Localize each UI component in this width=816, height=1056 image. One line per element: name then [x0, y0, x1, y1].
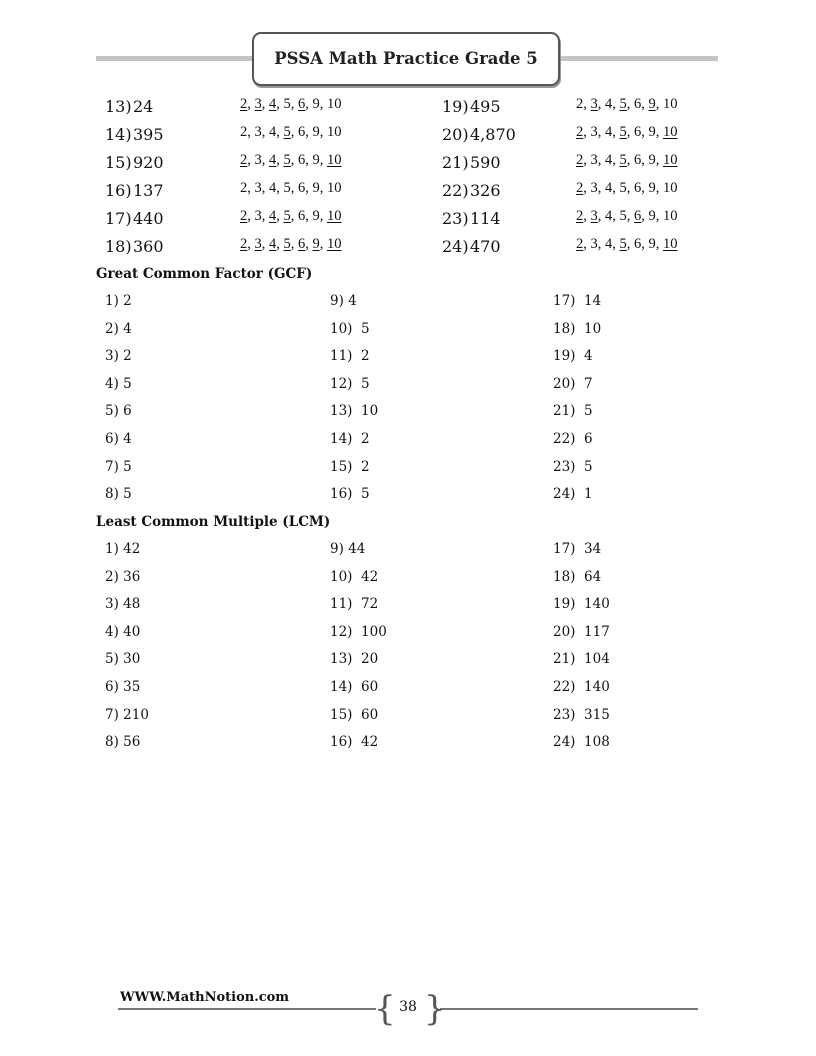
divisor-underlined: 10: [327, 236, 342, 252]
separator: ,: [290, 208, 298, 224]
gcf-answer: 11) 2: [330, 348, 370, 365]
divisor: 6: [634, 180, 642, 196]
separator: ,: [319, 124, 327, 140]
item-number: 17): [105, 209, 132, 228]
divisor-list: [240, 236, 342, 253]
gcf-section-title: Great Common Factor (GCF): [96, 266, 313, 282]
divisor: 5: [283, 180, 291, 196]
divisor-underlined: 3: [254, 96, 262, 112]
lcm-answer: 22) 140: [553, 679, 610, 695]
divisor: 9: [648, 152, 656, 168]
divisor: 5: [619, 208, 627, 224]
divisor-list: [240, 208, 342, 225]
divisor: 9: [648, 124, 656, 140]
separator: ,: [612, 180, 620, 196]
lcm-answer: 2) 36: [105, 568, 141, 585]
divisor-list: [576, 208, 678, 225]
header-title-box: [252, 32, 560, 86]
separator: ,: [319, 236, 327, 252]
separator: ,: [276, 208, 284, 224]
divisor-underlined: 6: [298, 96, 306, 112]
separator: ,: [612, 208, 620, 224]
gcf-answer: 18) 10: [553, 320, 602, 337]
divisor: 4: [605, 236, 613, 252]
lcm-answer: 15) 60: [330, 706, 379, 723]
separator: ,: [583, 236, 591, 252]
separator: ,: [597, 236, 605, 252]
divisor-underlined: 2: [240, 208, 248, 224]
item-value: 326: [470, 181, 501, 200]
divisor-underlined: 2: [576, 208, 584, 224]
divisor: 10: [663, 96, 678, 112]
separator: ,: [276, 152, 284, 168]
divisor-list: [576, 152, 678, 169]
separator: ,: [641, 208, 649, 224]
divisor-list: [576, 180, 678, 197]
divisor: 4: [605, 180, 613, 196]
separator: ,: [612, 96, 620, 112]
item-value: 137: [133, 181, 164, 200]
divisor-underlined: 10: [327, 208, 342, 224]
divisor-underlined: 5: [283, 236, 291, 252]
footer-rule-right: [440, 1008, 698, 1010]
separator: ,: [261, 152, 269, 168]
divisor: 3: [590, 124, 598, 140]
gcf-answer: 15) 2: [330, 458, 370, 475]
divisor-underlined: 10: [663, 152, 678, 168]
item-number: 24): [442, 237, 469, 256]
divisor: 5: [619, 180, 627, 196]
lcm-answer: 24) 108: [553, 734, 610, 751]
separator: ,: [261, 236, 269, 252]
divisor-underlined: 2: [576, 152, 584, 168]
divisor: 6: [634, 96, 642, 112]
gcf-answer: 9) 4: [330, 293, 357, 309]
lcm-answer: 3) 48: [105, 596, 141, 613]
gcf-answer: 20) 7: [553, 375, 593, 392]
separator: ,: [597, 152, 605, 168]
divisor-underlined: 9: [648, 96, 656, 112]
separator: ,: [247, 236, 255, 252]
divisor-list: [240, 152, 342, 169]
lcm-answer: 17) 34: [553, 541, 602, 557]
divisor: 10: [327, 180, 342, 196]
item-number: 14): [105, 125, 132, 144]
separator: ,: [305, 124, 313, 140]
footer-rule-left: [118, 1008, 376, 1010]
divisor: 9: [648, 180, 656, 196]
divisor-underlined: 6: [298, 236, 306, 252]
separator: ,: [276, 96, 284, 112]
divisor-underlined: 2: [576, 236, 584, 252]
separator: ,: [261, 180, 269, 196]
divisor: 3: [590, 180, 598, 196]
divisor-underlined: 5: [619, 96, 627, 112]
divisor: 3: [254, 152, 262, 168]
separator: ,: [626, 180, 634, 196]
divisor-underlined: 4: [269, 152, 277, 168]
separator: ,: [583, 208, 591, 224]
separator: ,: [247, 96, 255, 112]
separator: ,: [305, 180, 313, 196]
gcf-answer: 6) 4: [105, 431, 132, 447]
lcm-answer: 13) 20: [330, 651, 379, 668]
divisor: 4: [269, 124, 277, 140]
divisor: 3: [254, 124, 262, 140]
divisor-list: [240, 180, 342, 197]
separator: ,: [612, 236, 620, 252]
gcf-answer: 1) 2: [105, 293, 132, 309]
gcf-answer: 16) 5: [330, 486, 370, 503]
divisor: 9: [648, 236, 656, 252]
divisor: 3: [590, 236, 598, 252]
lcm-answer: 8) 56: [105, 734, 141, 751]
divisor-list: [576, 96, 678, 113]
separator: ,: [641, 96, 649, 112]
gcf-answer: 13) 10: [330, 403, 379, 420]
divisor: 4: [605, 124, 613, 140]
item-value: 114: [470, 209, 501, 228]
divisor: 10: [327, 124, 342, 140]
page-number: 38: [399, 999, 417, 1015]
separator: ,: [247, 124, 255, 140]
gcf-answer: 8) 5: [105, 486, 132, 503]
lcm-answer: 11) 72: [330, 596, 379, 613]
divisor: 9: [312, 180, 320, 196]
item-value: 920: [133, 153, 164, 172]
divisor: 2: [240, 180, 248, 196]
separator: ,: [319, 96, 327, 112]
divisor-underlined: 4: [269, 96, 277, 112]
separator: ,: [247, 152, 255, 168]
divisor-underlined: 10: [663, 236, 678, 252]
separator: ,: [655, 96, 663, 112]
separator: ,: [626, 124, 634, 140]
separator: ,: [305, 208, 313, 224]
item-value: 440: [133, 209, 164, 228]
item-number: 18): [105, 237, 132, 256]
divisor: 9: [312, 152, 320, 168]
divisor: 9: [312, 96, 320, 112]
separator: ,: [305, 152, 313, 168]
gcf-answer: 19) 4: [553, 348, 593, 365]
separator: ,: [641, 236, 649, 252]
divisor: 2: [576, 96, 584, 112]
divisor-underlined: 5: [283, 124, 291, 140]
separator: ,: [583, 152, 591, 168]
divisor-list: [576, 236, 678, 253]
separator: ,: [612, 124, 620, 140]
lcm-section-title: Least Common Multiple (LCM): [96, 514, 331, 530]
item-number: 13): [105, 97, 132, 116]
divisor: 10: [663, 180, 678, 196]
divisor-list: [240, 96, 342, 113]
separator: ,: [597, 208, 605, 224]
lcm-answer: 14) 60: [330, 679, 379, 695]
divisor-underlined: 2: [240, 236, 248, 252]
separator: ,: [626, 236, 634, 252]
separator: ,: [641, 124, 649, 140]
item-number: 16): [105, 181, 132, 200]
separator: ,: [655, 124, 663, 140]
item-value: 495: [470, 97, 501, 116]
separator: ,: [583, 180, 591, 196]
separator: ,: [583, 96, 591, 112]
item-value: 360: [133, 237, 164, 256]
lcm-answer: 18) 64: [553, 568, 602, 585]
divisor: 6: [634, 236, 642, 252]
gcf-answer: 2) 4: [105, 320, 132, 337]
separator: ,: [290, 96, 298, 112]
separator: ,: [261, 96, 269, 112]
divisor-underlined: 5: [283, 208, 291, 224]
item-value: 470: [470, 237, 501, 256]
divisor-list: [240, 124, 342, 141]
separator: ,: [655, 208, 663, 224]
lcm-answer: 12) 100: [330, 623, 387, 640]
page-number-brace-right: }: [424, 989, 446, 1029]
divisor-underlined: 3: [254, 236, 262, 252]
separator: ,: [261, 124, 269, 140]
separator: ,: [626, 96, 634, 112]
divisor: 10: [327, 96, 342, 112]
separator: ,: [305, 96, 313, 112]
separator: ,: [290, 180, 298, 196]
lcm-answer: 5) 30: [105, 651, 141, 668]
divisor: 6: [298, 124, 306, 140]
divisor: 10: [663, 208, 678, 224]
divisor: 4: [605, 208, 613, 224]
separator: ,: [655, 180, 663, 196]
divisor-underlined: 10: [663, 124, 678, 140]
divisor-underlined: 2: [240, 96, 248, 112]
lcm-answer: 21) 104: [553, 651, 610, 668]
page-title: PSSA Math Practice Grade 5: [274, 49, 538, 68]
separator: ,: [319, 152, 327, 168]
divisor: 6: [634, 152, 642, 168]
gcf-answer: 12) 5: [330, 375, 370, 392]
divisor: 9: [648, 208, 656, 224]
divisor-underlined: 2: [576, 124, 584, 140]
separator: ,: [641, 180, 649, 196]
item-value: 395: [133, 125, 164, 144]
lcm-answer: 9) 44: [330, 541, 366, 557]
separator: ,: [626, 208, 634, 224]
divisor-underlined: 5: [619, 152, 627, 168]
separator: ,: [597, 124, 605, 140]
lcm-answer: 4) 40: [105, 623, 141, 640]
divisor: 3: [254, 208, 262, 224]
footer-website: WWW.MathNotion.com: [120, 990, 290, 1005]
gcf-answer: 10) 5: [330, 320, 370, 337]
divisor-underlined: 4: [269, 208, 277, 224]
item-number: 23): [442, 209, 469, 228]
separator: ,: [261, 208, 269, 224]
lcm-answer: 23) 315: [553, 706, 610, 723]
separator: ,: [319, 180, 327, 196]
separator: ,: [612, 152, 620, 168]
divisor: 6: [298, 152, 306, 168]
divisor-underlined: 2: [240, 152, 248, 168]
separator: ,: [290, 236, 298, 252]
lcm-answer: 7) 210: [105, 706, 149, 723]
gcf-answer: 14) 2: [330, 431, 370, 447]
divisor: 9: [312, 124, 320, 140]
item-value: 24: [133, 97, 154, 116]
separator: ,: [655, 236, 663, 252]
divisor: 4: [605, 152, 613, 168]
divisor: 3: [254, 180, 262, 196]
separator: ,: [276, 236, 284, 252]
header-rule-left: [96, 56, 256, 61]
separator: ,: [276, 180, 284, 196]
page-number-brace-left: {: [374, 989, 396, 1029]
divisor-underlined: 10: [327, 152, 342, 168]
gcf-answer: 24) 1: [553, 486, 593, 503]
gcf-answer: 22) 6: [553, 431, 593, 447]
divisor-underlined: 2: [576, 180, 584, 196]
gcf-answer: 7) 5: [105, 458, 132, 475]
divisor-underlined: 3: [590, 208, 598, 224]
divisor: 6: [298, 208, 306, 224]
item-number: 20): [442, 125, 469, 144]
divisor: 2: [240, 124, 248, 140]
gcf-answer: 23) 5: [553, 458, 593, 475]
gcf-answer: 5) 6: [105, 403, 132, 420]
lcm-answer: 19) 140: [553, 596, 610, 613]
header-rule-right: [560, 56, 718, 61]
item-value: 590: [470, 153, 501, 172]
divisor-underlined: 3: [590, 96, 598, 112]
divisor-list: [576, 124, 678, 141]
divisor: 6: [634, 124, 642, 140]
item-value: 4,870: [470, 125, 516, 144]
separator: ,: [626, 152, 634, 168]
divisor-underlined: 6: [634, 208, 642, 224]
separator: ,: [319, 208, 327, 224]
divisor: 6: [298, 180, 306, 196]
separator: ,: [597, 180, 605, 196]
lcm-answer: 1) 42: [105, 541, 141, 557]
gcf-answer: 3) 2: [105, 348, 132, 365]
divisor: 4: [269, 180, 277, 196]
separator: ,: [290, 152, 298, 168]
separator: ,: [305, 236, 313, 252]
divisor-underlined: 5: [283, 152, 291, 168]
gcf-answer: 21) 5: [553, 403, 593, 420]
divisor: 9: [312, 208, 320, 224]
separator: ,: [276, 124, 284, 140]
lcm-answer: 20) 117: [553, 623, 610, 640]
divisor-underlined: 4: [269, 236, 277, 252]
gcf-answer: 4) 5: [105, 375, 132, 392]
divisor-underlined: 5: [619, 236, 627, 252]
lcm-answer: 16) 42: [330, 734, 379, 751]
lcm-answer: 6) 35: [105, 679, 141, 695]
separator: ,: [247, 208, 255, 224]
divisor-underlined: 9: [312, 236, 320, 252]
lcm-answer: 10) 42: [330, 568, 379, 585]
separator: ,: [583, 124, 591, 140]
separator: ,: [597, 96, 605, 112]
separator: ,: [641, 152, 649, 168]
item-number: 15): [105, 153, 132, 172]
separator: ,: [290, 124, 298, 140]
divisor-underlined: 5: [619, 124, 627, 140]
item-number: 22): [442, 181, 469, 200]
divisor: 3: [590, 152, 598, 168]
item-number: 21): [442, 153, 469, 172]
item-number: 19): [442, 97, 469, 116]
gcf-answer: 17) 14: [553, 293, 602, 309]
divisor: 4: [605, 96, 613, 112]
separator: ,: [655, 152, 663, 168]
divisor: 5: [283, 96, 291, 112]
separator: ,: [247, 180, 255, 196]
